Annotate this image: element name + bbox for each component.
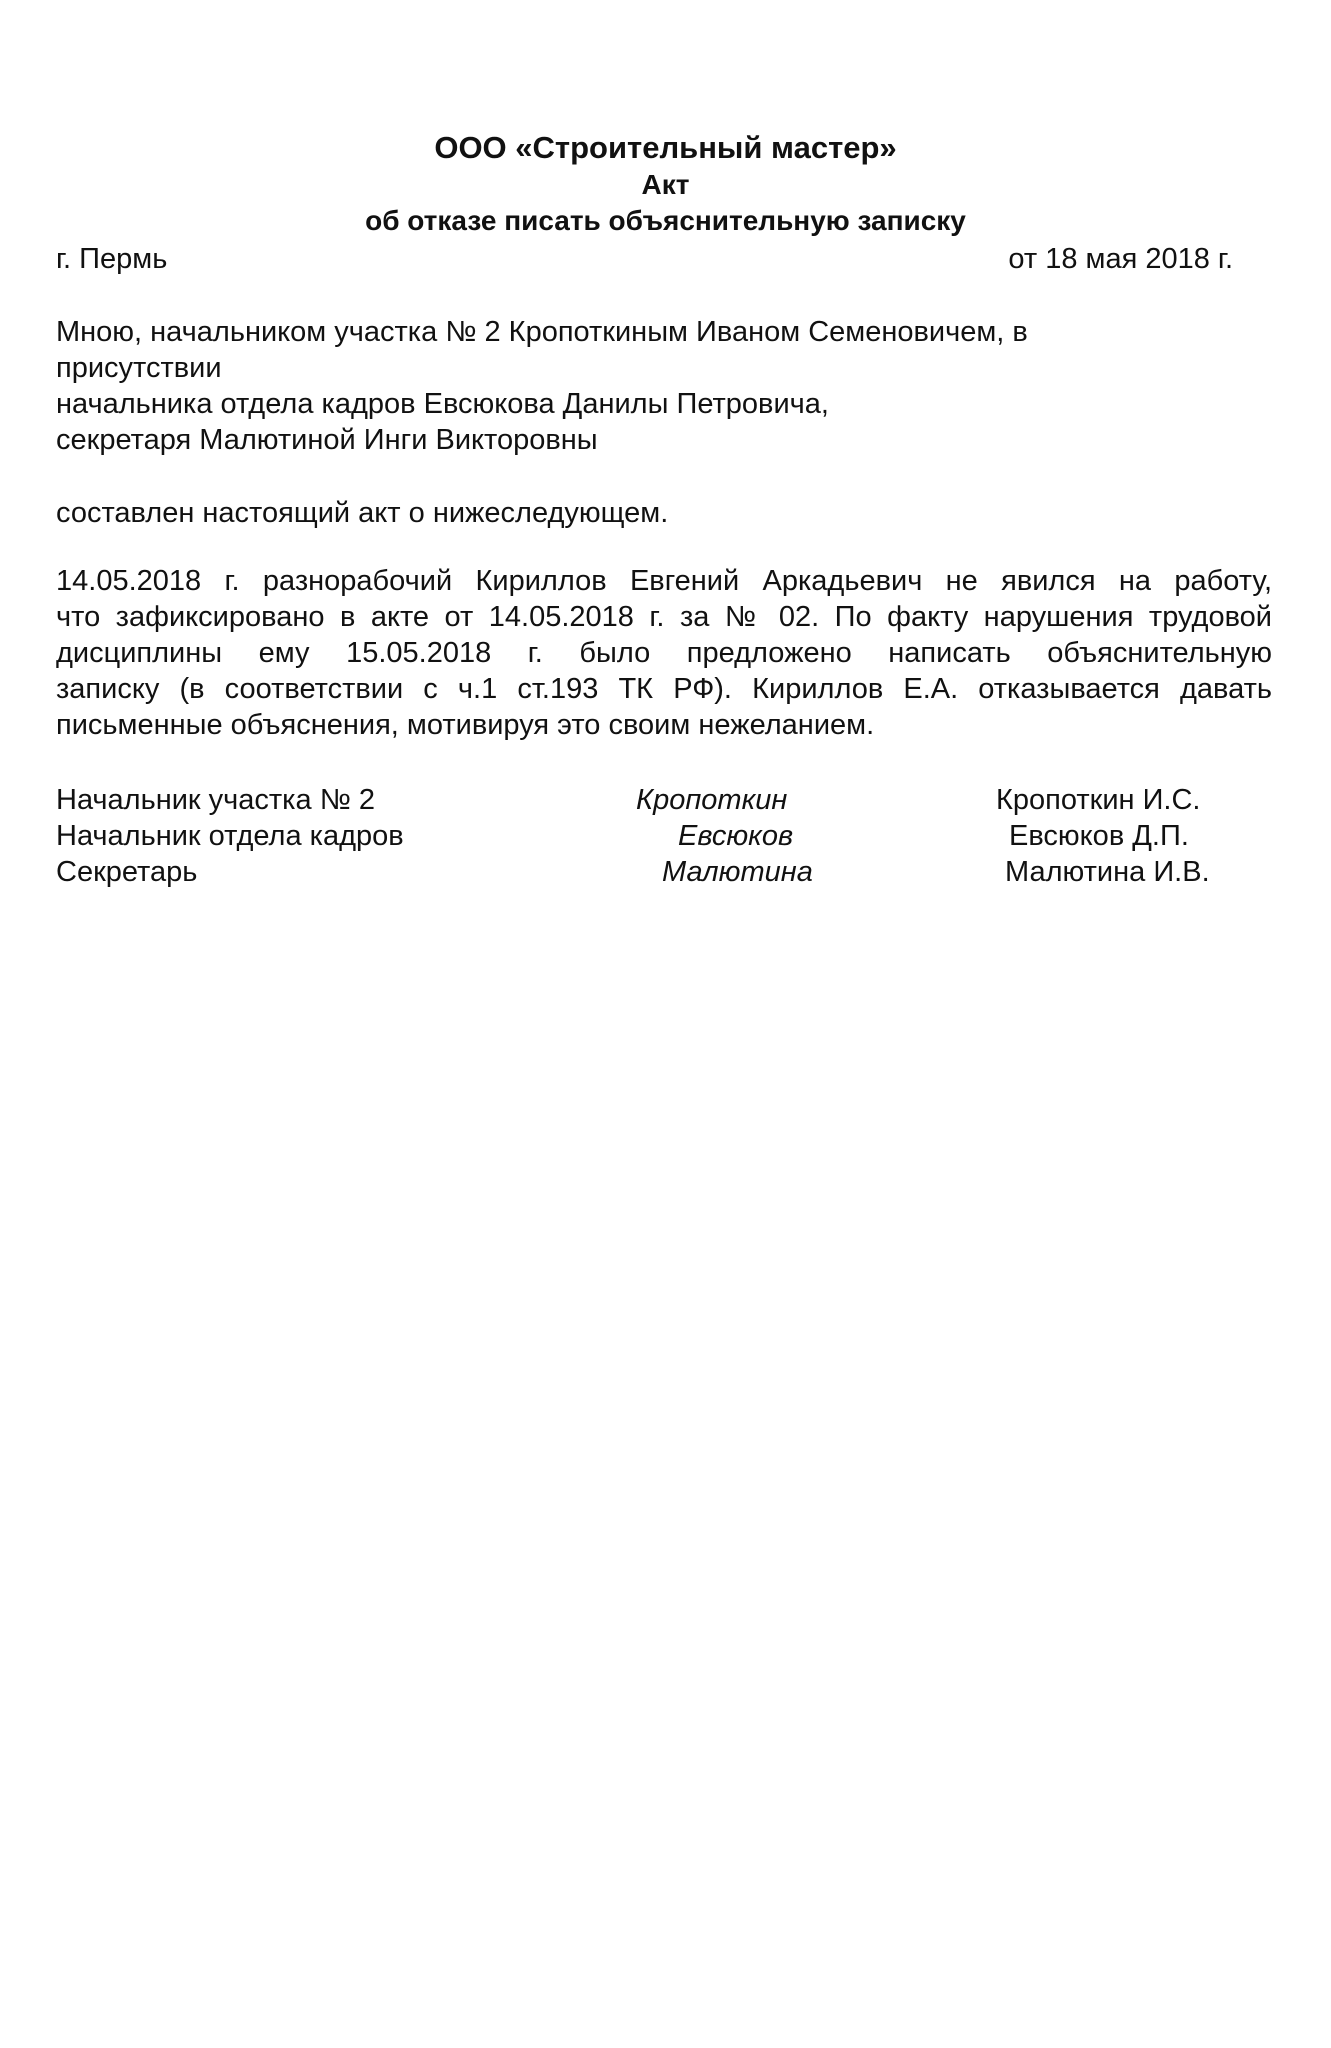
document-type: Акт	[641, 169, 690, 200]
signature-row	[0, 854, 1331, 890]
intro-line-4: секретаря Малютиной Инги Викторовны	[56, 424, 598, 456]
company-name: ООО «Строительный мастер»	[434, 130, 897, 165]
paragraph-line: письменные объяснения, мотивируя это своим нежеланием.	[56, 709, 875, 741]
paragraph-line: дисциплины ему 15.05.2018 г. было предложено написать объяснительную	[56, 637, 1272, 669]
signatory-name: Малютина И.В.	[1005, 856, 1210, 888]
paragraph-line: записку (в соответствии с ч.1 ст.193 ТК РФ). Кириллов Е.А. отказывается давать	[56, 673, 1272, 705]
signatory-role: Секретарь	[56, 856, 198, 888]
intro-line-5: составлен настоящий акт о нижеследующем.	[56, 497, 669, 529]
handwritten-signature: Кропоткин	[636, 784, 788, 816]
signatory-role: Начальник участка № 2	[56, 784, 375, 816]
signatory-name: Евсюков Д.П.	[1009, 820, 1189, 852]
paragraph-line: 14.05.2018 г. разнорабочий Кириллов Евгений Аркадьевич не явился на работу,	[56, 565, 1272, 597]
signature-row	[0, 818, 1331, 854]
intro-line-2: присутствии	[56, 352, 222, 384]
signature-row	[0, 782, 1331, 818]
document-date: от 18 мая 2018 г.	[1008, 243, 1233, 275]
document-subject: об отказе писать объяснительную записку	[365, 205, 966, 236]
intro-line-3: начальника отдела кадров Евсюкова Данилы Петровича,	[56, 388, 829, 420]
intro-line-1: Мною, начальником участка № 2 Кропоткиным Иваном Семеновичем, в	[56, 316, 1028, 348]
handwritten-signature: Малютина	[662, 856, 813, 888]
document-city: г. Пермь	[56, 243, 168, 275]
signatory-name: Кропоткин И.С.	[996, 784, 1201, 816]
handwritten-signature: Евсюков	[678, 820, 794, 852]
paragraph-line: что зафиксировано в акте от 14.05.2018 г. за № 02. По факту нарушения трудовой	[56, 601, 1272, 633]
signatory-role: Начальник отдела кадров	[56, 820, 404, 852]
main-paragraph	[56, 563, 1272, 743]
